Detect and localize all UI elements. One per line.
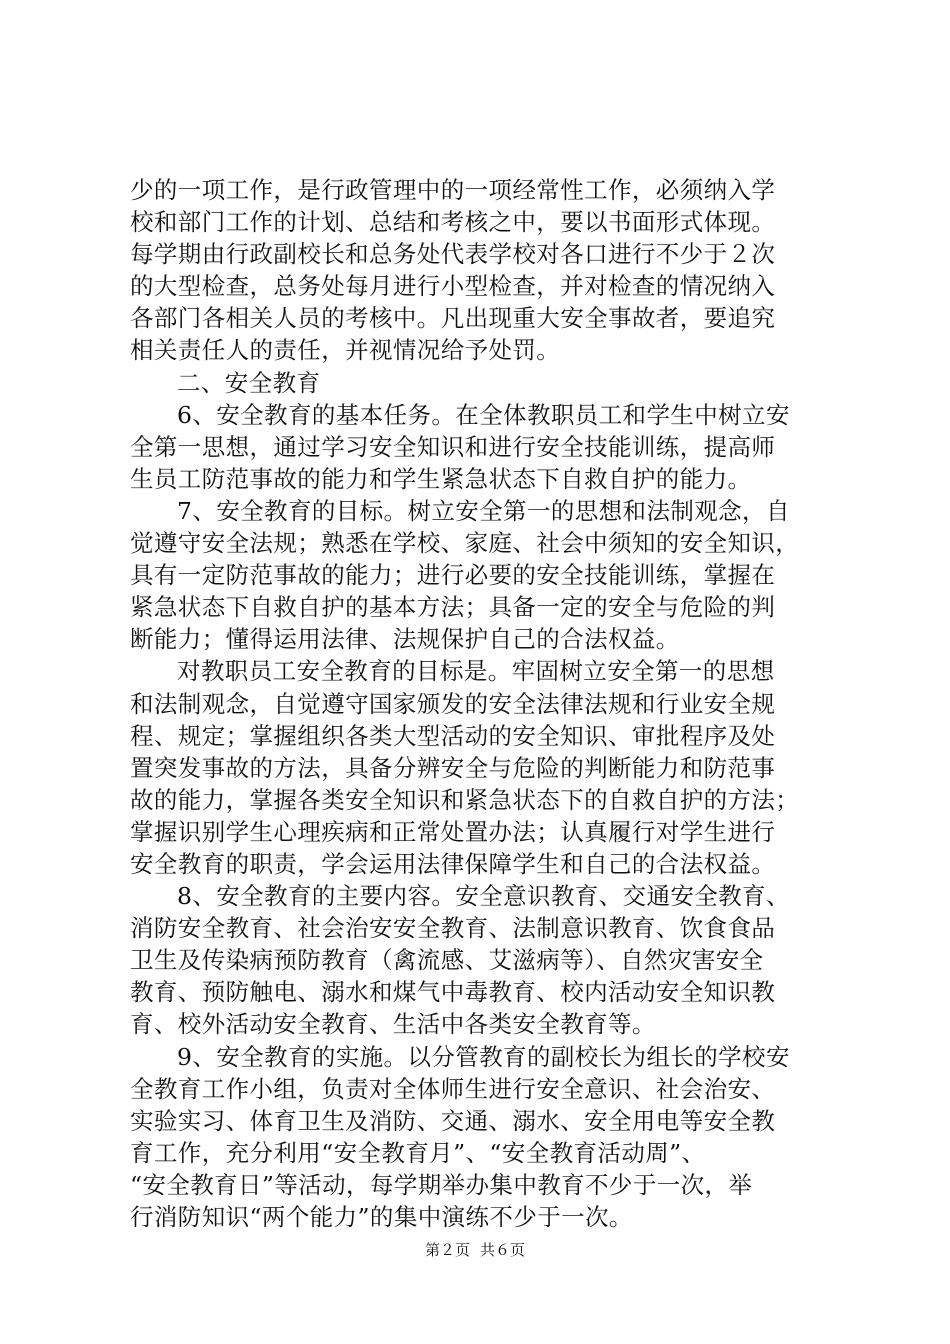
text-line: 生员工防范事故的能力和学生紧急状态下自救自护的能力。 <box>130 464 752 493</box>
text-line: 消防安全教育、社会治安安全教育、法制意识教育、饮食食品 <box>130 914 776 943</box>
text-line: 9、安全教育的实施。以分管教育的副校长为组长的学校安 <box>177 1042 790 1071</box>
text-line: 断能力；懂得运用法律、法规保护自己的合法权益。 <box>130 625 680 654</box>
text-line: 具有一定防范事故的能力；进行必要的安全技能训练，掌握在 <box>130 561 776 590</box>
text-line: “安全教育日”等活动，每学期举办集中教育不少于一次，举 <box>130 1170 753 1199</box>
page-footer <box>0 1239 950 1260</box>
text-line: 和法制观念，自觉遵守国家颁发的安全法律法规和行业安全规 <box>130 689 776 718</box>
page-total: 共６页 <box>480 1241 526 1259</box>
text-line: 少的一项工作，是行政管理中的一项经常性工作，必须纳入学 <box>130 176 776 204</box>
text-line: 觉遵守安全法规；熟悉在学校、家庭、社会中须知的安全知识， <box>130 529 800 558</box>
page-number: 第２页 <box>424 1241 470 1259</box>
text-line: 的大型检查，总务处每月进行小型检查，并对检查的情况纳入 <box>130 272 776 301</box>
text-line: 相关责任人的责任，并视情况给予处罚。 <box>130 336 561 365</box>
text-line: 各部门各相关人员的考核中。凡出现重大安全事故者，要追究 <box>130 304 776 333</box>
text-line: 对教职员工安全教育的目标是。牢固树立安全第一的思想 <box>177 657 775 686</box>
text-line: 实验实习、体育卫生及消防、交通、溺水、安全用电等安全教 <box>130 1106 776 1135</box>
document-body <box>130 174 830 1233</box>
section-heading: 二、安全教育 <box>177 368 321 397</box>
text-line: 育工作，充分利用“安全教育月”、“安全教育活动周”、 <box>130 1138 706 1167</box>
text-line: 故的能力，掌握各类安全知识和紧急状态下的自救自护的方法； <box>130 785 800 814</box>
text-line: 每学期由行政副校长和总务处代表学校对各口进行不少于２次 <box>130 240 776 269</box>
text-line: 教育、预防触电、溺水和煤气中毒教育、校内活动安全知识教 <box>130 978 776 1007</box>
text-line: 8、安全教育的主要内容。安全意识教育、交通安全教育、 <box>177 882 790 911</box>
text-line: 卫生及传染病预防教育（禽流感、艾滋病等）、自然灾害安全 <box>130 946 764 975</box>
text-line: 育、校外活动安全教育、生活中各类安全教育等。 <box>130 1010 656 1039</box>
text-line: 全第一思想，通过学习安全知识和进行安全技能训练，提高师 <box>130 432 776 461</box>
text-line: 校和部门工作的计划、总结和考核之中，要以书面形式体现。 <box>130 208 776 237</box>
text-line: 紧急状态下自救自护的基本方法；具备一定的安全与危险的判 <box>130 593 776 622</box>
text-line: 7、安全教育的目标。树立安全第一的思想和法制观念，自 <box>177 496 790 525</box>
text-line: 行消防知识“两个能力”的集中演练不少于一次。 <box>130 1203 633 1231</box>
text-line: 程、规定；掌握组织各类大型活动的安全知识、审批程序及处 <box>130 721 776 750</box>
text-line: 掌握识别学生心理疾病和正常处置办法；认真履行对学生进行 <box>130 817 776 846</box>
text-line: 置突发事故的方法，具备分辨安全与危险的判断能力和防范事 <box>130 753 776 782</box>
text-line: 安全教育的职责，学会运用法律保障学生和自己的合法权益。 <box>130 849 776 878</box>
text-line: 全教育工作小组，负责对全体师生进行安全意识、社会治安、 <box>130 1074 776 1103</box>
text-line: 6、安全教育的基本任务。在全体教职员工和学生中树立安 <box>177 400 790 429</box>
